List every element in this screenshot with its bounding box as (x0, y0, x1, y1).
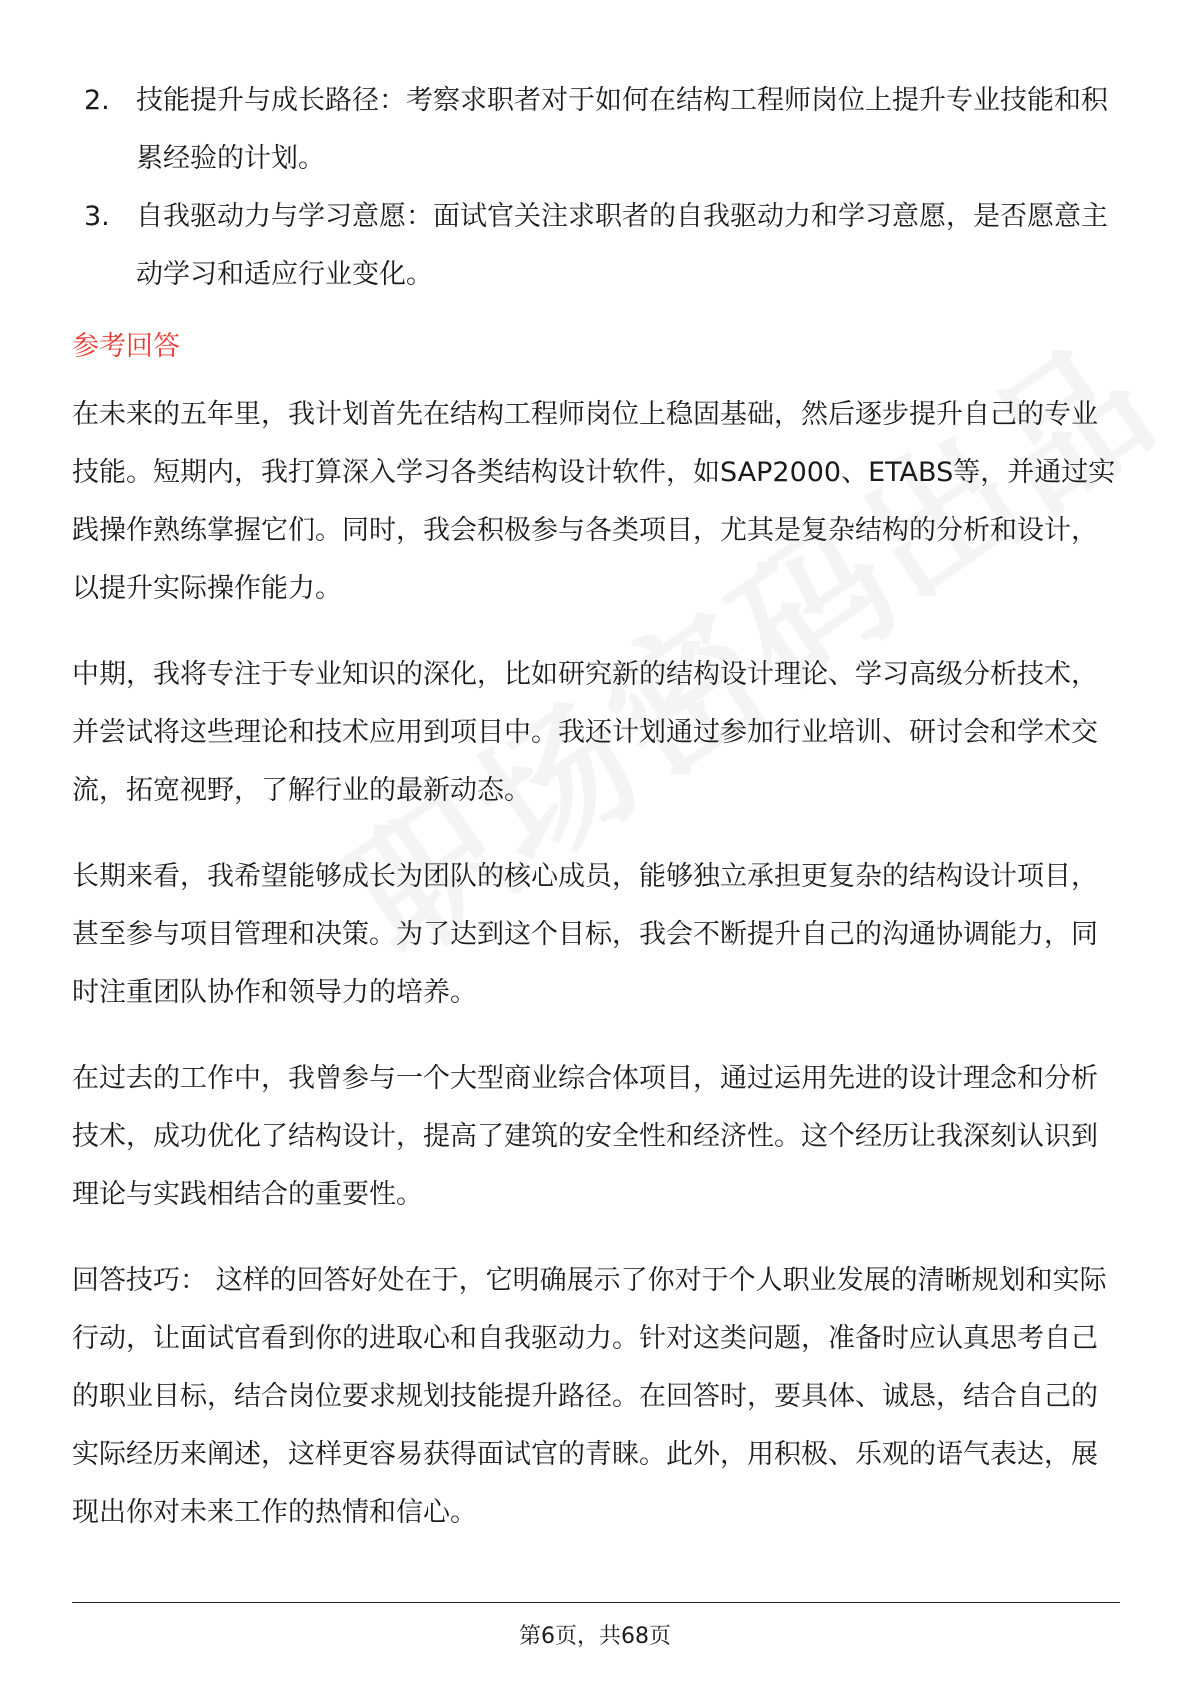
section-title: 参考回答 (72, 331, 180, 362)
answer-paragraph: 长期来看，我希望能够成长为团队的核心成员，能够独立承担更复杂的结构设计项目，甚至参与项目管理和决策。为了达到这个目标，我会不断提升自己的沟通协调能力，同时注重团队协作和领导力的培养。 (72, 861, 1098, 1008)
list-item (72, 188, 1122, 304)
list-item-text: 自我驱动力与学习意愿：面试官关注求职者的自我驱动力和学习意愿，是否愿意主动学习和适应行业变化。 (136, 201, 1108, 290)
page-number: 第6页，共68页 (519, 1624, 671, 1649)
numbered-list (72, 72, 1122, 304)
answer-tips-paragraph: 回答技巧： 这样的回答好处在于，它明确展示了你对于个人职业发展的清晰规划和实际行动，让面试官看到你的进取心和自我驱动力。针对这类问题，准备时应认真思考自己的职业目标，结合岗位要求规划技能提升路径。在回答时，要具体、诚恳，结合自己的实际经历来阐述，这样更容易获得面试官的青睐。此外，用积极、乐观的语气表达，展现出你对未来工作的热情和信心。 (72, 1265, 1107, 1528)
answer-paragraph: 中期，我将专注于专业知识的深化，比如研究新的结构设计理论、学习高级分析技术，并尝试将这些理论和技术应用到项目中。我还计划通过参加行业培训、研讨会和学术交流，拓宽视野，了解行业的最新动态。 (72, 659, 1098, 806)
answer-paragraph: 在过去的工作中，我曾参与一个大型商业综合体项目，通过运用先进的设计理念和分析技术，成功优化了结构设计，提高了建筑的安全性和经济性。这个经历让我深刻认识到理论与实践相结合的重要性。 (72, 1063, 1098, 1210)
list-item-text: 技能提升与成长路径：考察求职者对于如何在结构工程师岗位上提升专业技能和积累经验的计划。 (136, 85, 1108, 174)
answer-paragraph: 在未来的五年里，我计划首先在结构工程师岗位上稳固基础，然后逐步提升自己的专业技能。短期内，我打算深入学习各类结构设计软件，如SAP2000、ETABS等，并通过实践操作熟练掌握它们。同时，我会积极参与各类项目，尤其是复杂结构的分析和设计，以提升实际操作能力。 (72, 399, 1116, 604)
page-content (72, 72, 1122, 1570)
list-item-number: 2. (84, 85, 110, 116)
list-item-number: 3. (84, 201, 110, 232)
list-item (72, 72, 1122, 188)
footer-divider (72, 1602, 1120, 1603)
